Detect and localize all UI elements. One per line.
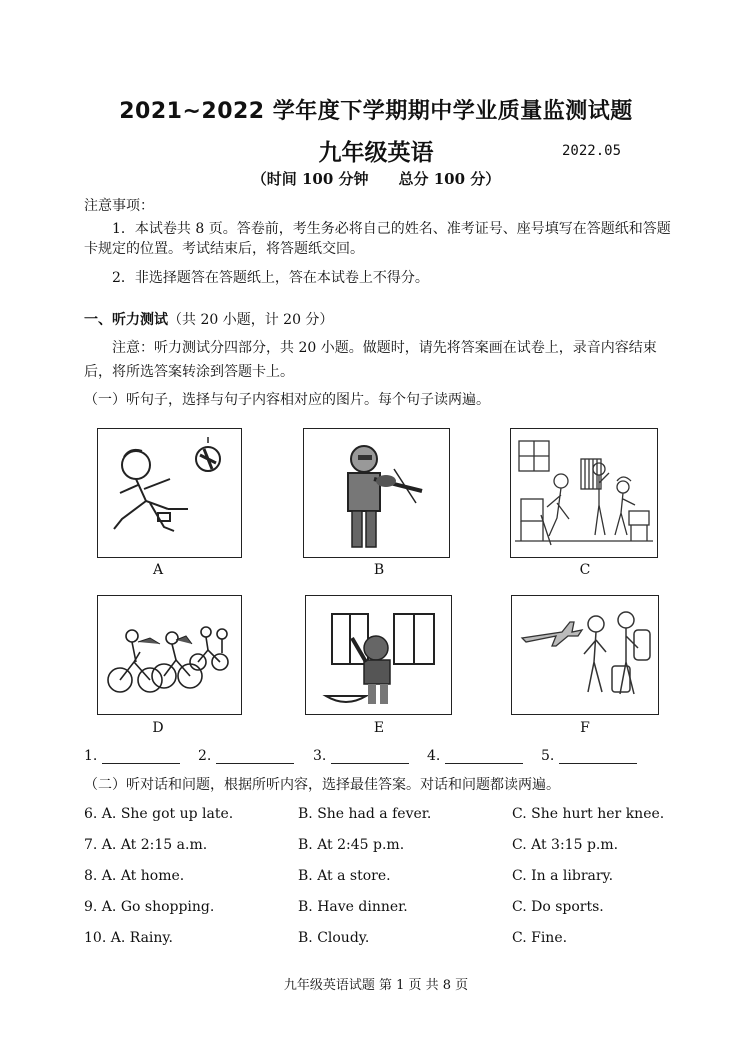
picture-e: [305, 595, 452, 715]
section-1-note: （共 20 小题，计 20 分）: [168, 312, 334, 328]
question-9-option-b[interactable]: B. Have dinner.: [298, 899, 408, 915]
picture-a-label: A: [152, 562, 164, 578]
picture-d: [97, 595, 242, 715]
part-1-instruction: （一）听句子，选择与句子内容相对应的图片。每个句子读两遍。: [84, 392, 490, 408]
question-6-option-a[interactable]: 6. A. She got up late.: [84, 806, 234, 822]
question-8-option-b[interactable]: B. At a store.: [298, 868, 391, 884]
answer-blank-1[interactable]: 1.: [84, 748, 180, 764]
answer-blank-3[interactable]: 3.: [313, 748, 409, 764]
question-7-option-b[interactable]: B. At 2:45 p.m.: [298, 837, 405, 853]
exam-subject: 九年级英语: [318, 140, 434, 166]
travelers-airplane-icon: [512, 596, 658, 714]
answer-blank-4[interactable]: 4.: [427, 748, 523, 764]
question-6-option-b[interactable]: B. She had a fever.: [298, 806, 432, 822]
section-1-title: 一、听力测试: [84, 312, 168, 328]
picture-e-label: E: [373, 720, 385, 736]
notes-heading: 注意事项：: [84, 198, 154, 214]
question-7-option-a[interactable]: 7. A. At 2:15 a.m.: [84, 837, 208, 853]
question-9-option-c[interactable]: C. Do sports.: [512, 899, 604, 915]
picture-a: [97, 428, 242, 558]
picture-b-label: B: [373, 562, 385, 578]
notes-item-2: 2．非选择题答在答题纸上，答在本试卷上不得分。: [112, 270, 429, 286]
answer-blank-5[interactable]: 5.: [541, 748, 637, 764]
question-8-option-a[interactable]: 8. A. At home.: [84, 868, 185, 884]
people-riding-bikes-icon: [98, 596, 241, 714]
exam-time-info: （时间 100 分钟 总分 100 分）: [251, 170, 501, 188]
picture-c: [510, 428, 658, 558]
question-7-option-c[interactable]: C. At 3:15 p.m.: [512, 837, 619, 853]
question-10-option-a[interactable]: 10. A. Rainy.: [84, 930, 173, 946]
question-10-option-b[interactable]: B. Cloudy.: [298, 930, 370, 946]
question-8-option-c[interactable]: C. In a library.: [512, 868, 614, 884]
page-footer: 九年级英语试题 第 1 页 共 8 页: [283, 978, 469, 993]
question-10-option-c[interactable]: C. Fine.: [512, 930, 568, 946]
boy-kicking-ball-icon: [98, 429, 241, 557]
exam-title: 2021~2022 学年度下学期期中学业质量监测试题: [119, 99, 633, 124]
exam-date: 2022.05: [562, 143, 622, 159]
boy-cleaning-window-icon: [306, 596, 451, 714]
part-2-instruction: （二）听对话和问题，根据所听内容，选择最佳答案。对话和问题都读两遍。: [84, 777, 560, 793]
picture-f: [511, 595, 659, 715]
students-cleaning-classroom-icon: [511, 429, 657, 557]
picture-c-label: C: [579, 562, 591, 578]
answer-blank-2[interactable]: 2.: [198, 748, 294, 764]
picture-b: [303, 428, 450, 558]
section-1-instruction: 注意：听力测试分四部分，共 20 小题。做题时，请先将答案画在试卷上，录音内容结束后，将所选答案转涂到答题卡上。: [84, 340, 657, 380]
notes-item-1: 1．本试卷共 8 页。答卷前，考生务必将自己的姓名、准考证号、座号填写在答题纸和答题卡规定的位置。考试结束后，将答题纸交回。: [84, 221, 671, 257]
question-6-option-c[interactable]: C. She hurt her knee.: [512, 806, 665, 822]
man-playing-violin-icon: [304, 429, 449, 557]
picture-f-label: F: [580, 720, 590, 736]
picture-d-label: D: [152, 720, 164, 736]
section-1-heading: [84, 309, 333, 329]
question-9-option-a[interactable]: 9. A. Go shopping.: [84, 899, 215, 915]
